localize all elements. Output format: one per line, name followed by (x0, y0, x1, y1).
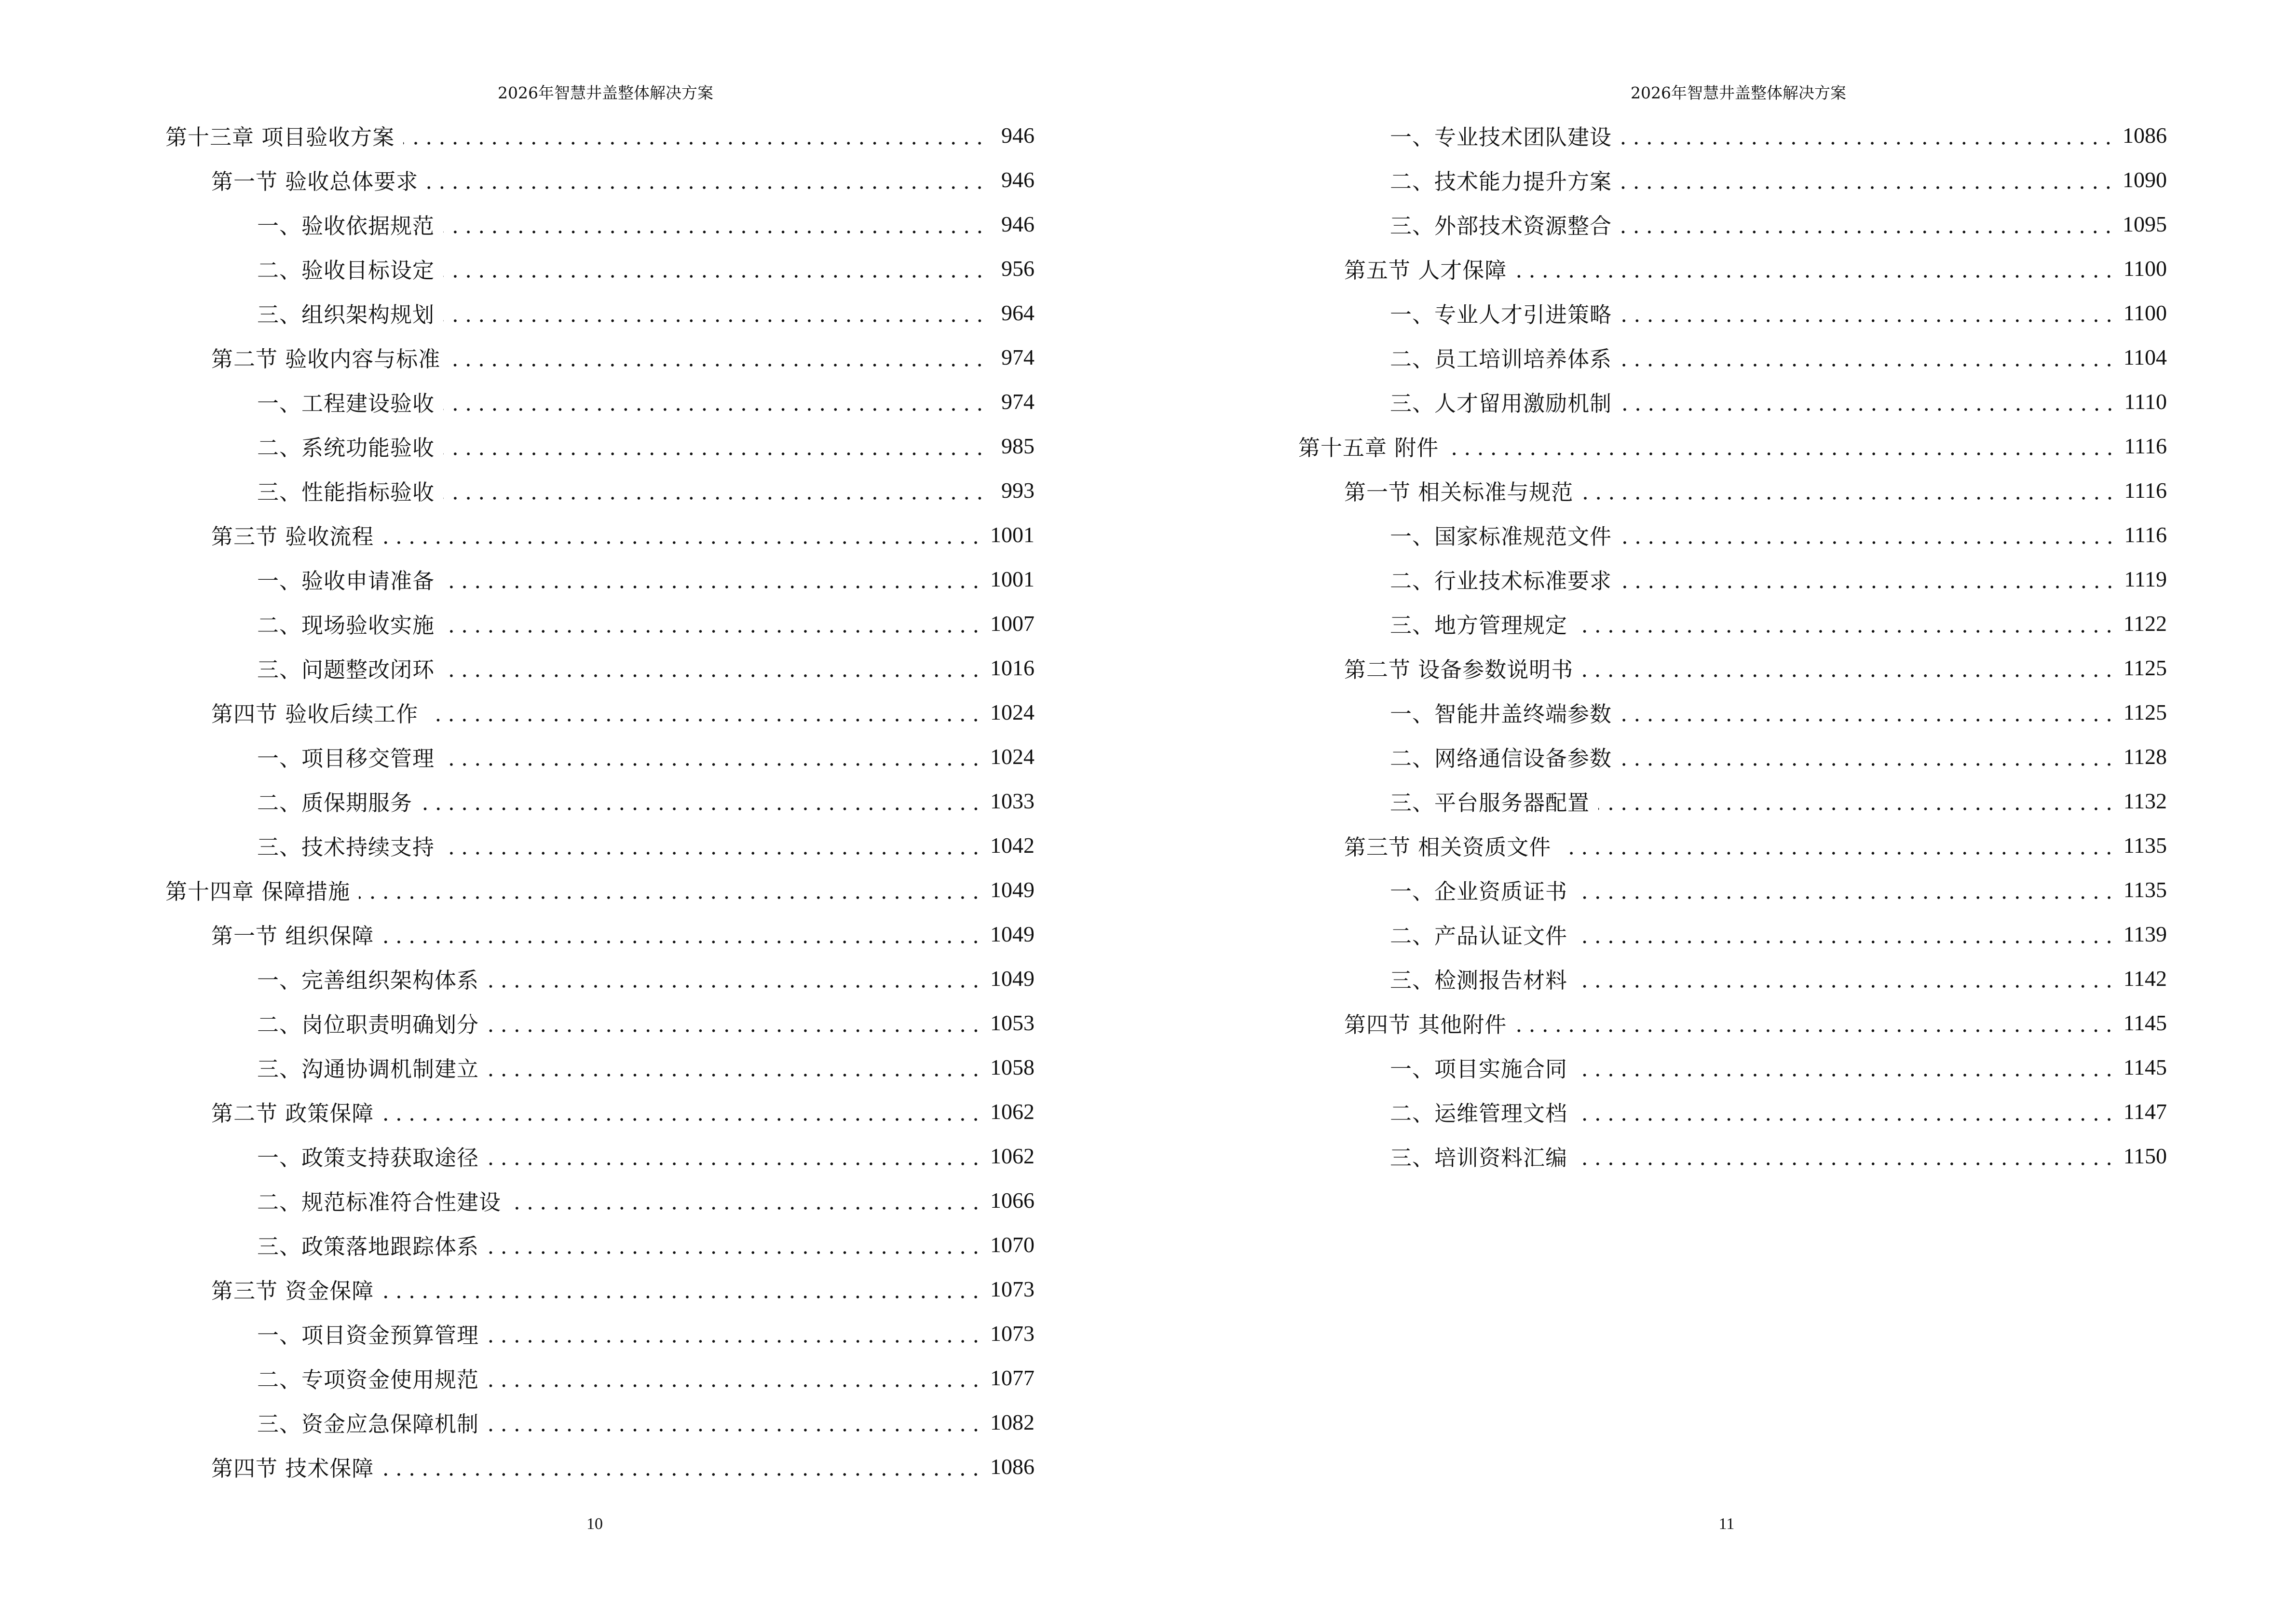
dot-leader (382, 524, 982, 546)
toc-subsection-entry[interactable] (165, 645, 1035, 690)
toc-entry-title: 三、培训资料汇编 (1390, 1140, 1571, 1172)
toc-entry-title: 三、问题整改闭环 (257, 652, 438, 683)
table-of-contents (165, 113, 1035, 1488)
toc-entry-title: 三、资金应急保障机制 (257, 1406, 483, 1438)
toc-entry-title: 二、系统功能验收 (257, 430, 438, 462)
toc-entry-title: 第五节 人才保障 (1344, 253, 1511, 284)
toc-subsection-entry[interactable] (165, 423, 1035, 468)
toc-entry-page-number: 1086 (990, 1454, 1035, 1479)
toc-entry-title: 一、验收申请准备 (257, 563, 438, 595)
dot-leader (421, 790, 982, 812)
toc-entry-page-number: 1139 (2123, 921, 2167, 946)
toc-entry-title: 第一节 相关标准与规范 (1344, 475, 1577, 506)
toc-entry-page-number: 1090 (2123, 167, 2167, 192)
toc-entry-title: 三、沟通协调机制建立 (257, 1051, 483, 1083)
toc-entry-page-number: 1132 (2123, 788, 2167, 813)
page-right (1144, 0, 2287, 1624)
toc-entry-page-number: 1007 (990, 611, 1035, 636)
toc-section-entry[interactable] (1298, 645, 2167, 690)
dot-leader (1515, 258, 2115, 279)
toc-entry-title: 三、政策落地跟踪体系 (257, 1229, 483, 1260)
toc-subsection-entry[interactable] (165, 246, 1035, 290)
toc-subsection-entry[interactable] (165, 379, 1035, 423)
toc-subsection-entry[interactable] (1298, 157, 2167, 202)
toc-entry-title: 第二节 验收内容与标准 (211, 341, 444, 373)
dot-leader (443, 746, 982, 767)
toc-entry-title: 二、运维管理文档 (1390, 1096, 1571, 1127)
dot-leader (382, 1278, 982, 1300)
toc-subsection-entry[interactable] (1298, 734, 2167, 778)
dot-leader (1620, 391, 2116, 412)
dot-leader (427, 701, 982, 723)
toc-subsection-entry[interactable] (165, 202, 1035, 246)
toc-entry-title: 一、国家标准规范文件 (1390, 519, 1616, 550)
dot-leader (443, 213, 986, 235)
dot-leader (1560, 834, 2115, 856)
toc-entry-title: 二、员工培训培养体系 (1390, 341, 1616, 373)
dot-leader (1576, 1056, 2116, 1078)
dot-leader (443, 834, 982, 856)
toc-entry-page-number: 1116 (2124, 522, 2167, 547)
toc-entry-page-number: 1125 (2123, 655, 2167, 680)
toc-entry-title: 二、网络通信设备参数 (1390, 741, 1616, 772)
toc-entry-page-number: 974 (1001, 344, 1035, 369)
toc-subsection-entry[interactable] (1298, 912, 2167, 956)
dot-leader (382, 923, 982, 945)
dot-leader (1576, 923, 2116, 945)
toc-entry-page-number: 1135 (2123, 832, 2167, 858)
toc-subsection-entry[interactable] (1298, 379, 2167, 423)
toc-section-entry[interactable] (165, 912, 1035, 956)
toc-subsection-entry[interactable] (1298, 867, 2167, 912)
toc-section-entry[interactable] (165, 1089, 1035, 1133)
toc-entry-page-number: 1073 (990, 1276, 1035, 1301)
toc-entry-page-number: 1049 (990, 921, 1035, 946)
toc-entry-title: 三、检测报告材料 (1390, 963, 1571, 994)
toc-entry-title: 第三节 资金保障 (211, 1273, 378, 1305)
toc-entry-page-number: 946 (1001, 123, 1035, 148)
dot-leader (1598, 790, 2116, 812)
dot-leader (1620, 701, 2116, 723)
dot-leader (443, 657, 982, 679)
toc-entry-page-number: 1104 (2123, 344, 2167, 369)
toc-entry-page-number: 1150 (2123, 1143, 2167, 1168)
toc-subsection-entry[interactable] (165, 290, 1035, 335)
toc-subsection-entry[interactable] (165, 1400, 1035, 1444)
dot-leader (443, 302, 986, 324)
dot-leader (443, 258, 986, 279)
dot-leader (443, 435, 986, 457)
toc-subsection-entry[interactable] (165, 778, 1035, 823)
page-number: 11 (1718, 1515, 1735, 1533)
dot-leader (449, 346, 986, 368)
toc-entry-page-number: 1016 (990, 655, 1035, 680)
toc-entry-title: 三、组织架构规划 (257, 297, 438, 328)
toc-entry-title: 第四节 技术保障 (211, 1451, 378, 1482)
running-header: 2026年智慧井盖整体解决方案 (498, 83, 713, 102)
toc-subsection-entry[interactable] (1298, 335, 2167, 379)
dot-leader (1620, 213, 2115, 235)
toc-section-entry[interactable] (165, 512, 1035, 557)
toc-subsection-entry[interactable] (165, 1000, 1035, 1045)
toc-section-entry[interactable] (165, 1267, 1035, 1311)
toc-section-entry[interactable] (1298, 246, 2167, 290)
toc-section-entry[interactable] (165, 335, 1035, 379)
dot-leader (488, 1411, 982, 1433)
toc-subsection-entry[interactable] (1298, 1089, 2167, 1133)
toc-entry-page-number: 1053 (990, 1010, 1035, 1035)
toc-subsection-entry[interactable] (165, 1311, 1035, 1355)
toc-entry-title: 二、岗位职责明确划分 (257, 1007, 483, 1038)
toc-entry-title: 一、专业技术团队建设 (1390, 120, 1616, 151)
toc-entry-title: 第十四章 保障措施 (165, 874, 354, 905)
toc-entry-page-number: 1024 (990, 744, 1035, 769)
dot-leader (488, 968, 982, 989)
dot-leader (1576, 613, 2116, 634)
toc-entry-page-number: 993 (1001, 478, 1035, 503)
toc-entry-page-number: 1128 (2123, 744, 2167, 769)
dot-leader (1620, 169, 2115, 191)
dot-leader (382, 1101, 982, 1122)
toc-entry-page-number: 1033 (990, 788, 1035, 813)
toc-entry-title: 一、政策支持获取途径 (257, 1140, 483, 1172)
dot-leader (488, 1323, 982, 1344)
toc-entry-title: 二、专项资金使用规范 (257, 1362, 483, 1393)
toc-entry-page-number: 1100 (2123, 300, 2167, 325)
toc-entry-title: 一、完善组织架构体系 (257, 963, 483, 994)
toc-entry-title: 第四节 验收后续工作 (211, 696, 422, 728)
toc-chapter-entry[interactable] (165, 867, 1035, 912)
dot-leader (1582, 479, 2116, 501)
toc-entry-title: 三、人才留用激励机制 (1390, 386, 1616, 417)
toc-section-entry[interactable] (1298, 823, 2167, 867)
dot-leader (1620, 124, 2115, 146)
dot-leader (443, 568, 982, 590)
dot-leader (488, 1012, 982, 1034)
dot-leader (382, 1456, 982, 1477)
toc-entry-title: 三、技术持续支持 (257, 830, 438, 861)
toc-entry-title: 第三节 相关资质文件 (1344, 830, 1555, 861)
dot-leader (1576, 1101, 2116, 1122)
toc-entry-title: 一、专业人才引进策略 (1390, 297, 1616, 328)
dot-leader (443, 479, 986, 501)
toc-entry-title: 一、项目资金预算管理 (257, 1318, 483, 1349)
toc-subsection-entry[interactable] (165, 557, 1035, 601)
toc-entry-title: 一、企业资质证书 (1390, 874, 1571, 905)
dot-leader (488, 1234, 982, 1256)
toc-entry-title: 一、项目移交管理 (257, 741, 438, 772)
toc-entry-title: 一、工程建设验收 (257, 386, 438, 417)
toc-entry-title: 二、行业技术标准要求 (1390, 563, 1616, 595)
running-header: 2026年智慧井盖整体解决方案 (1631, 83, 1846, 102)
toc-entry-page-number: 1100 (2123, 256, 2167, 281)
toc-entry-title: 二、验收目标设定 (257, 253, 438, 284)
toc-subsection-entry[interactable] (1298, 290, 2167, 335)
toc-entry-title: 一、验收依据规范 (257, 208, 438, 240)
toc-subsection-entry[interactable] (1298, 956, 2167, 1000)
toc-subsection-entry[interactable] (1298, 113, 2167, 157)
toc-entry-page-number: 946 (1001, 167, 1035, 192)
toc-section-entry[interactable] (165, 157, 1035, 202)
dot-leader (1620, 302, 2116, 324)
toc-entry-page-number: 1049 (990, 966, 1035, 991)
toc-entry-title: 二、现场验收实施 (257, 608, 438, 639)
toc-entry-page-number: 1116 (2124, 478, 2167, 503)
toc-entry-page-number: 1147 (2123, 1099, 2167, 1124)
toc-subsection-entry[interactable] (165, 1133, 1035, 1178)
toc-entry-title: 一、智能井盖终端参数 (1390, 696, 1616, 728)
toc-entry-title: 三、性能指标验收 (257, 475, 438, 506)
toc-entry-page-number: 956 (1001, 256, 1035, 281)
dot-leader (359, 879, 982, 901)
toc-subsection-entry[interactable] (165, 1355, 1035, 1400)
toc-entry-title: 第二节 设备参数说明书 (1344, 652, 1577, 683)
toc-entry-page-number: 1122 (2123, 611, 2167, 636)
dot-leader (1515, 1012, 2115, 1034)
dot-leader (1620, 746, 2116, 767)
toc-entry-page-number: 1049 (990, 877, 1035, 902)
toc-entry-page-number: 1110 (2124, 389, 2167, 414)
toc-entry-title: 二、规范标准符合性建设 (257, 1185, 505, 1216)
toc-subsection-entry[interactable] (165, 1178, 1035, 1222)
dot-leader (403, 124, 986, 146)
toc-chapter-entry[interactable] (1298, 423, 2167, 468)
toc-entry-page-number: 974 (1001, 389, 1035, 414)
toc-section-entry[interactable] (1298, 1000, 2167, 1045)
toc-entry-page-number: 1042 (990, 832, 1035, 858)
toc-entry-page-number: 1086 (2123, 123, 2167, 148)
toc-subsection-entry[interactable] (165, 468, 1035, 512)
toc-entry-page-number: 1077 (990, 1365, 1035, 1390)
toc-entry-title: 三、地方管理规定 (1390, 608, 1571, 639)
toc-entry-page-number: 1142 (2123, 966, 2167, 991)
toc-subsection-entry[interactable] (1298, 601, 2167, 645)
toc-entry-page-number: 964 (1001, 300, 1035, 325)
toc-entry-page-number: 1145 (2123, 1054, 2167, 1079)
toc-entry-page-number: 1119 (2124, 566, 2167, 591)
toc-subsection-entry[interactable] (165, 734, 1035, 778)
toc-entry-title: 第三节 验收流程 (211, 519, 378, 550)
toc-entry-page-number: 1145 (2123, 1010, 2167, 1035)
dot-leader (427, 169, 986, 191)
toc-entry-title: 三、外部技术资源整合 (1390, 208, 1616, 240)
dot-leader (488, 1367, 982, 1389)
toc-subsection-entry[interactable] (1298, 690, 2167, 734)
toc-subsection-entry[interactable] (165, 823, 1035, 867)
toc-entry-page-number: 1001 (990, 522, 1035, 547)
toc-section-entry[interactable] (165, 690, 1035, 734)
dot-leader (443, 613, 982, 634)
toc-section-entry[interactable] (1298, 468, 2167, 512)
toc-entry-page-number: 1082 (990, 1409, 1035, 1434)
toc-section-entry[interactable] (165, 1444, 1035, 1488)
page-number: 10 (586, 1515, 603, 1533)
toc-entry-page-number: 1001 (990, 566, 1035, 591)
toc-entry-page-number: 1116 (2124, 433, 2167, 458)
toc-entry-title: 二、技术能力提升方案 (1390, 164, 1616, 195)
toc-entry-page-number: 946 (1001, 211, 1035, 236)
toc-entry-page-number: 985 (1001, 433, 1035, 458)
dot-leader (1576, 879, 2116, 901)
toc-subsection-entry[interactable] (165, 1222, 1035, 1267)
toc-subsection-entry[interactable] (1298, 202, 2167, 246)
toc-entry-title: 第一节 组织保障 (211, 918, 378, 950)
toc-entry-title: 第二节 政策保障 (211, 1096, 378, 1127)
toc-subsection-entry[interactable] (165, 956, 1035, 1000)
toc-entry-title: 第一节 验收总体要求 (211, 164, 422, 195)
dot-leader (1620, 568, 2116, 590)
toc-entry-title: 二、产品认证文件 (1390, 918, 1571, 950)
toc-subsection-entry[interactable] (1298, 557, 2167, 601)
toc-entry-title: 一、项目实施合同 (1390, 1051, 1571, 1083)
dot-leader (1620, 346, 2116, 368)
toc-entry-page-number: 1062 (990, 1099, 1035, 1124)
dot-leader (1447, 435, 2116, 457)
dot-leader (488, 1056, 982, 1078)
toc-entry-page-number: 1070 (990, 1232, 1035, 1257)
toc-entry-title: 二、质保期服务 (257, 785, 416, 817)
toc-entry-page-number: 1024 (990, 699, 1035, 724)
toc-entry-title: 第十五章 附件 (1298, 430, 1443, 462)
dot-leader (510, 1189, 982, 1211)
dot-leader (1576, 968, 2116, 989)
toc-subsection-entry[interactable] (165, 601, 1035, 645)
dot-leader (1620, 524, 2116, 546)
toc-entry-title: 第四节 其他附件 (1344, 1007, 1511, 1038)
dot-leader (1582, 657, 2115, 679)
toc-chapter-entry[interactable] (165, 113, 1035, 157)
dot-leader (1576, 1145, 2116, 1167)
toc-subsection-entry[interactable] (1298, 1133, 2167, 1178)
toc-entry-page-number: 1058 (990, 1054, 1035, 1079)
toc-entry-title: 三、平台服务器配置 (1390, 785, 1593, 817)
toc-entry-page-number: 1073 (990, 1321, 1035, 1346)
dot-leader (443, 391, 986, 412)
toc-subsection-entry[interactable] (165, 1045, 1035, 1089)
toc-entry-page-number: 1062 (990, 1143, 1035, 1168)
toc-subsection-entry[interactable] (1298, 778, 2167, 823)
table-of-contents (1298, 113, 2167, 1178)
toc-entry-page-number: 1125 (2123, 699, 2167, 724)
toc-entry-title: 第十三章 项目验收方案 (165, 120, 398, 151)
toc-entry-page-number: 1135 (2123, 877, 2167, 902)
toc-subsection-entry[interactable] (1298, 1045, 2167, 1089)
dot-leader (488, 1145, 982, 1167)
toc-entry-page-number: 1095 (2123, 211, 2167, 236)
toc-subsection-entry[interactable] (1298, 512, 2167, 557)
toc-entry-page-number: 1066 (990, 1187, 1035, 1213)
